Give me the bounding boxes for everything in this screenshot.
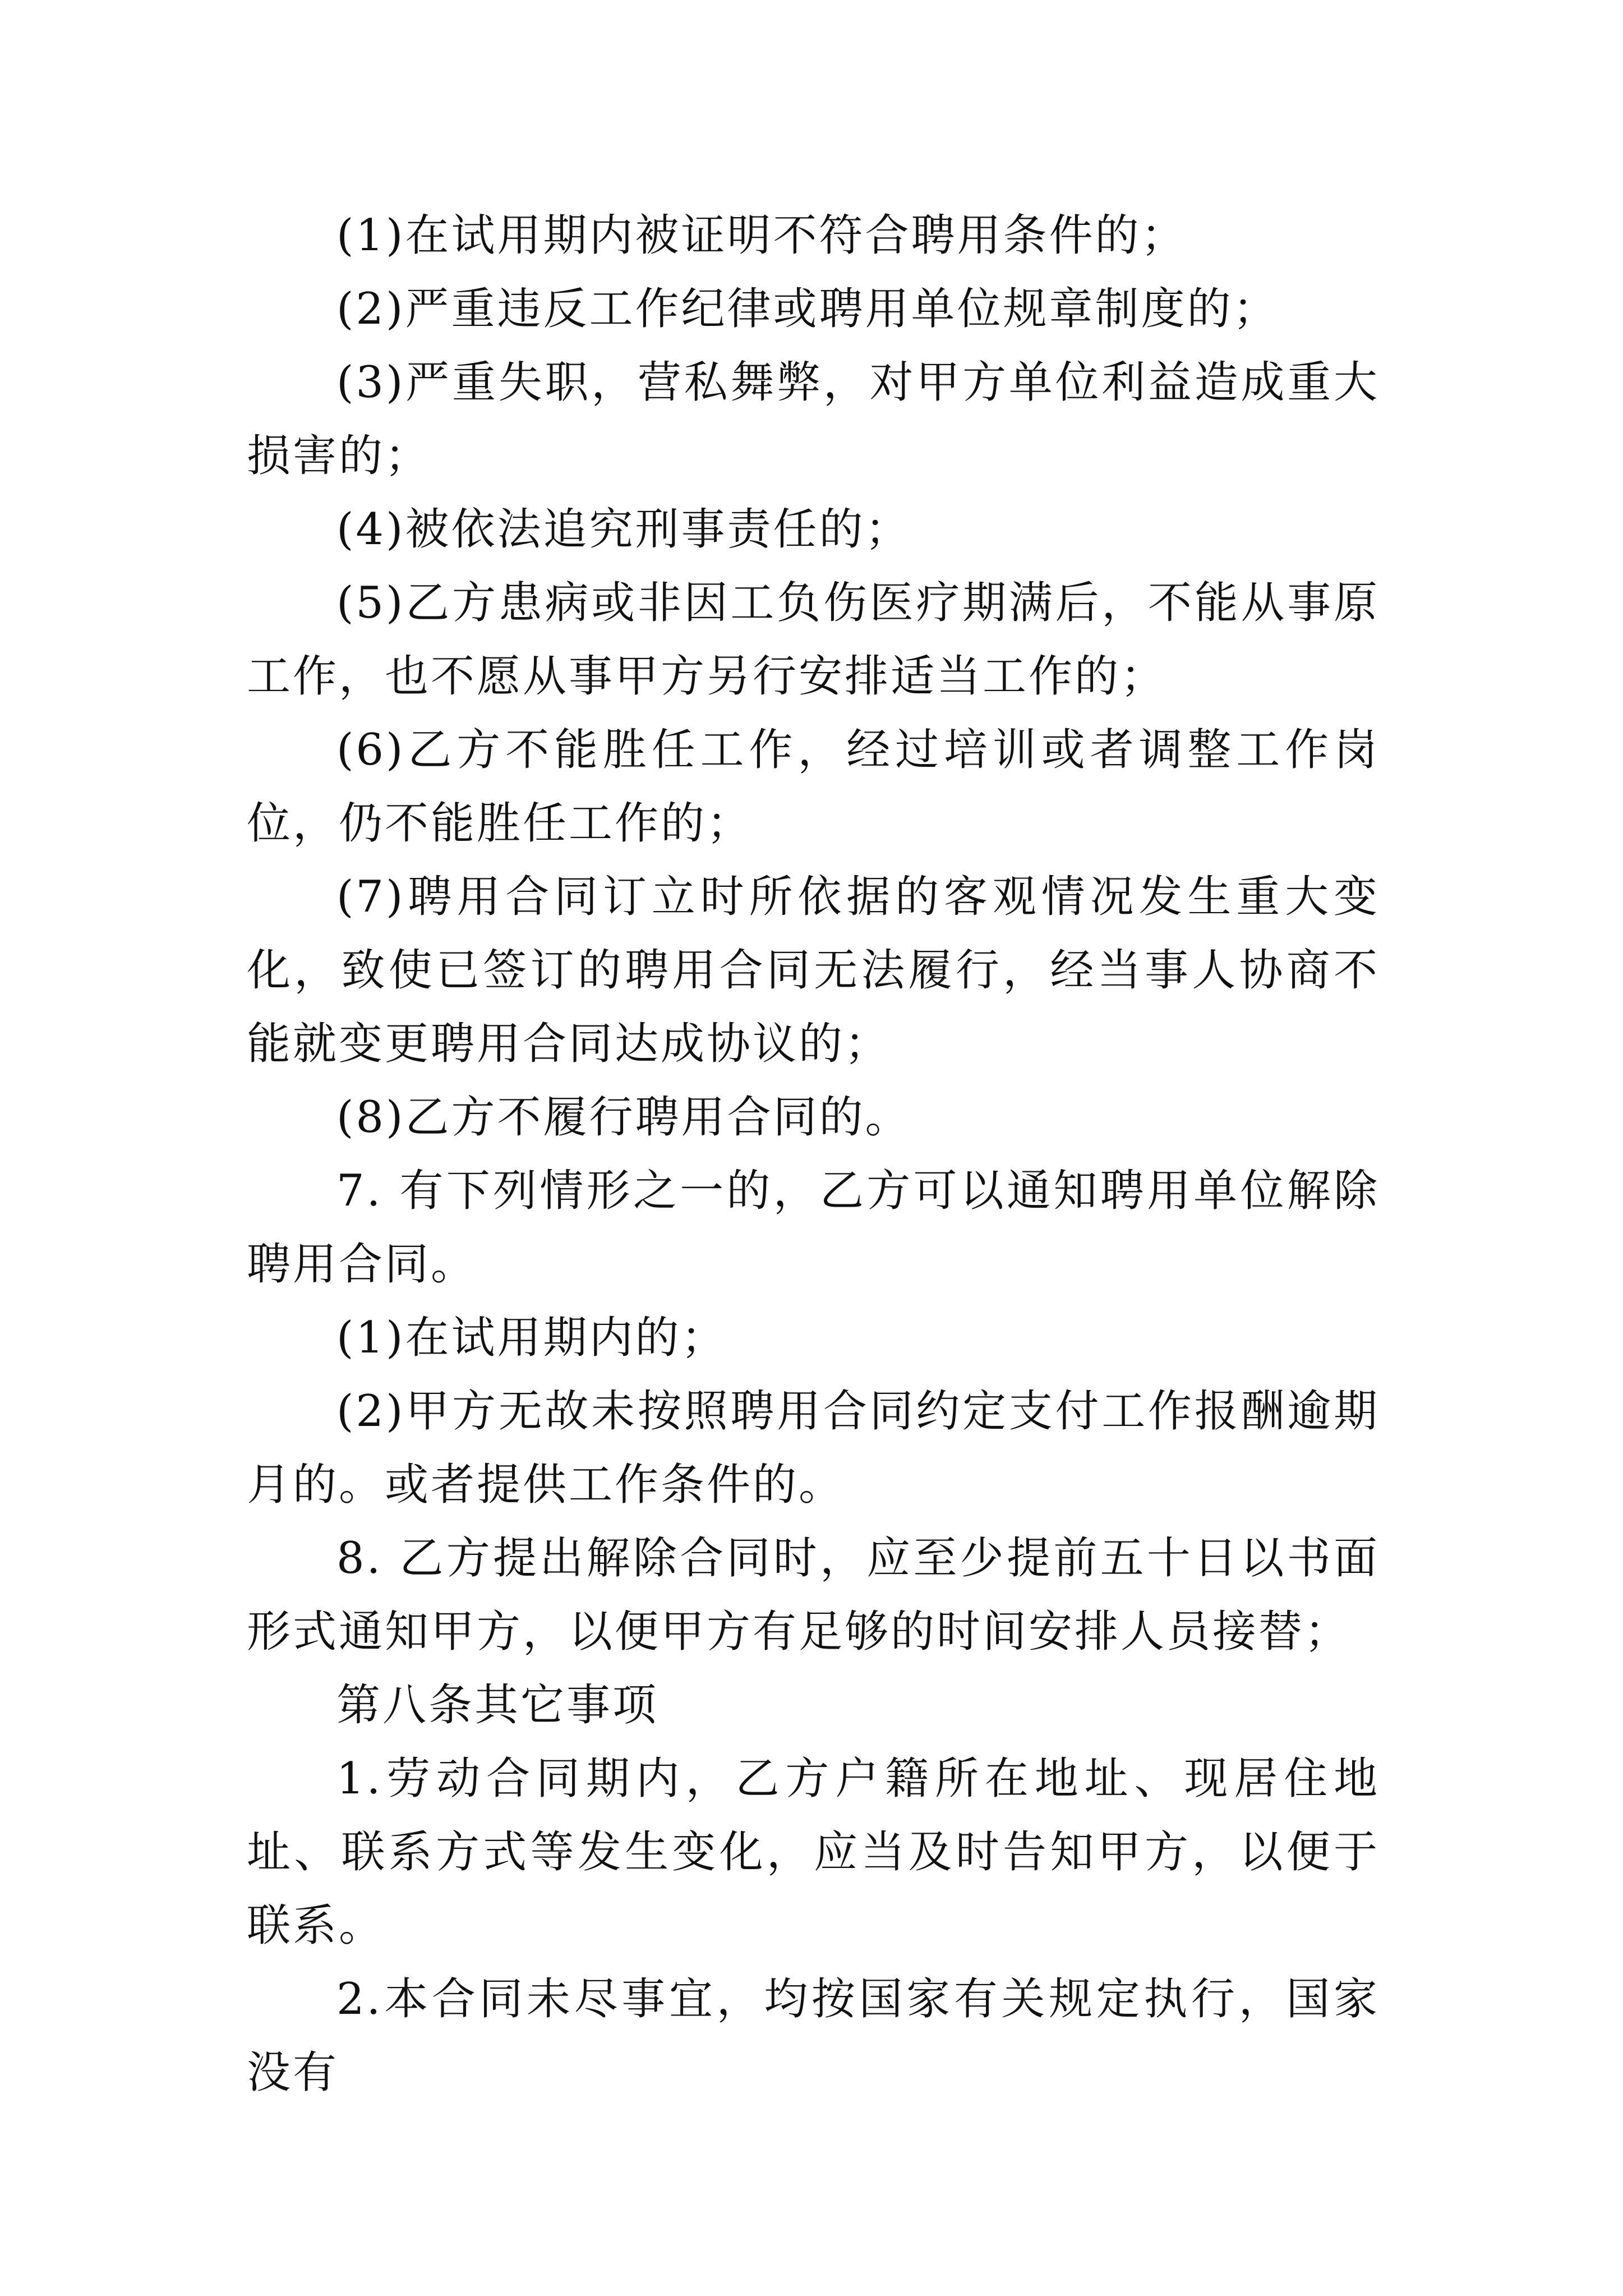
paragraph: 2.本合同未尽事宜，均按国家有关规定执行，国家没有 — [247, 1974, 1380, 2098]
paragraph: (1)在试用期内的； — [336, 1313, 727, 1363]
paragraph: (4)被依法追究刑事责任的； — [336, 504, 911, 555]
document-body — [247, 199, 1380, 2110]
section-heading: 第八条其它事项 — [336, 1680, 659, 1731]
paragraph: 8. 乙方提出解除合同时，应至少提前五十日以书面形式通知甲方，以便甲方有足够的时间安排人员接替； — [247, 1533, 1380, 1657]
paragraph: (2)严重违反工作纪律或聘用单位规章制度的； — [336, 284, 1279, 334]
paragraph: (5)乙方患病或非因工负伤医疗期满后，不能从事原工作，也不愿从事甲方另行安排适当工作的； — [247, 578, 1380, 702]
paragraph: (2)甲方无故未按照聘用合同约定支付工作报酬逾期月的。或者提供工作条件的。 — [247, 1386, 1380, 1510]
paragraph: (1)在试用期内被证明不符合聘用条件的； — [336, 210, 1187, 261]
paragraph: (6)乙方不能胜任工作，经过培训或者调整工作岗位，仍不能胜任工作的； — [247, 725, 1380, 849]
paragraph: (3)严重失职，营私舞弊，对甲方单位利益造成重大损害的； — [247, 357, 1380, 481]
paragraph: 7. 有下列情形之一的，乙方可以通知聘用单位解除聘用合同。 — [247, 1166, 1380, 1290]
paragraph: (7)聘用合同订立时所依据的客观情况发生重大变化，致使已签订的聘用合同无法履行，经当事人协商不能就变更聘用合同达成协议的； — [247, 872, 1380, 1069]
paragraph: (8)乙方不履行聘用合同的。 — [336, 1092, 911, 1143]
paragraph: 1.劳动合同期内，乙方户籍所在地址、现居住地址、联系方式等发生变化，应当及时告知甲方，以便于联系。 — [247, 1754, 1380, 1951]
